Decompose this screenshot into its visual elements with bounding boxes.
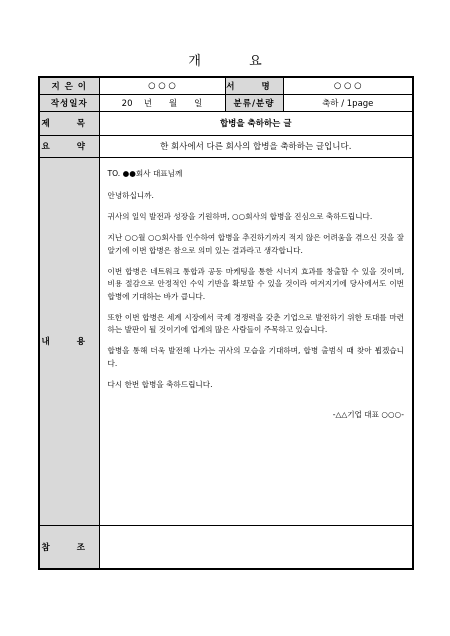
category-value: 축하 / 1page (283, 94, 413, 111)
letter-paragraph: 귀사의 일익 발전과 성장을 기원하며, ○○회사의 합병을 진심으로 축하드립니다. (107, 212, 373, 222)
date-label: 작성일자 (39, 94, 99, 111)
author-label: 지 은 이 (39, 77, 99, 94)
letter-greeting: 안녕하십니까. (107, 190, 154, 200)
author-value: ○ ○ ○ (99, 77, 225, 94)
letter-signature: -△△기업 대표 ○○○- (332, 410, 404, 420)
summary-value: 한 회사에서 다른 회사의 합병을 축하하는 글입니다. (99, 135, 413, 157)
reference-label: 참 조 (39, 525, 99, 569)
category-label: 분류/분량 (225, 94, 283, 111)
letter-paragraph: 또한 이번 합병은 세계 시장에서 국제 경쟁력을 갖춘 기업으로 발전하기 위한 토대를 마련하는 발판이 될 것이기에 업계의 많은 사람들이 주목하고 있습니다. (107, 312, 404, 335)
summary-form (38, 76, 414, 570)
letter-paragraph: 다시 한번 합병을 축하드립니다. (107, 380, 213, 390)
date-value: 20 년 월 일 (99, 94, 225, 111)
letter-paragraph: 지난 ○○월 ○○회사를 인수하여 합병을 추진하기까지 적지 않은 어려움을 겪으신 것을 잘 알기에 이번 합병은 참으로 의미 있는 결과라고 생각합니다. (107, 233, 404, 255)
summary-label: 요 약 (39, 135, 99, 157)
subject-label: 제 목 (39, 111, 99, 135)
letter-paragraph: 이번 합병은 네트워크 통합과 공동 마케팅을 통한 시너지 효과를 창출할 수 있을 것이며, 비용 절감으로 안정적인 수익 기반을 확보할 수 있을 것이라 여겨지기에 당사에서도 이번 합병에 기대하는 바가 큽니다. (107, 266, 404, 301)
subject-value: 합병을 축하하는 글 (99, 111, 413, 135)
signature-label: 서 명 (225, 77, 283, 94)
content-cell (99, 157, 413, 525)
letter-paragraph: 합병을 통해 더욱 발전해 나가는 귀사의 모습을 기대하며, 합병 출범식 때 찾아 뵙겠습니다. (107, 346, 404, 368)
letter-body (100, 158, 413, 430)
reference-value (99, 525, 413, 569)
content-label: 내 용 (39, 157, 99, 525)
signature-value: ○ ○ ○ (283, 77, 413, 94)
letter-recipient: TO. ●●회사 대표님께 (107, 168, 183, 178)
document-title: 개 요 (188, 54, 284, 69)
